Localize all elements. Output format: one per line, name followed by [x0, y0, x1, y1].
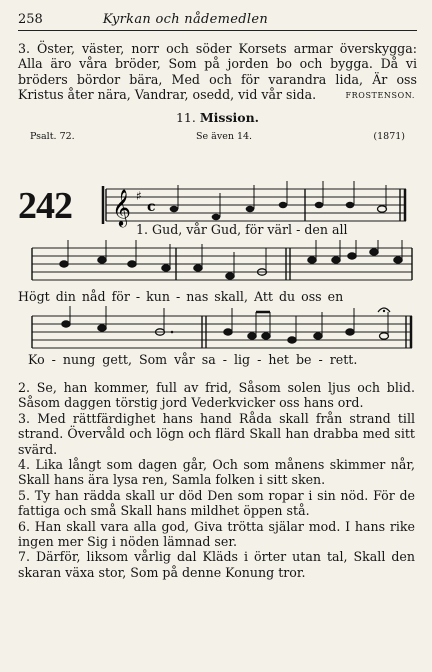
running-head: Kyrkan och nådemedlen	[102, 12, 269, 27]
music-staff-2	[30, 240, 416, 288]
hymn-meta	[18, 131, 417, 142]
hymn-year: (1871)	[373, 130, 405, 142]
page-number: 258	[18, 12, 43, 27]
music-staff-3	[30, 306, 416, 356]
stanza-3: 3. Med rättfärdighet hans hand Råda skall från strand till strand. Övervåld och lögn och flärd Skall han drabba med sitt svärd.	[18, 410, 415, 457]
stanza-4: 4. Lika långt som dagen går, Och som månens skimmer når, Skall hans ära lysa ren, Samla folken i sitt sken.	[18, 457, 415, 488]
page-header	[18, 12, 417, 31]
stanza-2: 2. Se, han kommer, full av frid, Såsom solen ljus och blid. Såsom daggen törstig jord Vederkvicker oss hans ord.	[18, 380, 415, 411]
psalm-reference: Psalt. 72.	[30, 130, 75, 142]
lyric-line-2: Högt din nåd för - kun - nas skall, Att du oss en	[18, 289, 344, 304]
previous-hymn-verse-3: 3. Öster, väster, norr och söder Korsets armar överskygga: Alla äro våra bröder, Som på jorden bo och bygga. Då vi bröders bördor bära, Med och för varandra lida, Är oss Kristus åter nära, Vandrar, osedd, vid vår sida.	[18, 41, 417, 103]
fermata-icon	[378, 308, 390, 312]
sharp-key-signature-icon: ♯	[136, 189, 142, 203]
section-name: Mission.	[199, 109, 260, 125]
stanza-5: 5. Ty han rädda skall ur död Den som ropar i sin nöd. För de fattiga och små Skall hans mildhet öppen stå.	[18, 487, 415, 519]
stanza-7: 7. Därför, liksom vårlig dal Kläds i örter utan tal, Skall den skaran växa stor, Som på denne Konung tror.	[18, 549, 415, 580]
author-credit: FROSTENSON.	[345, 90, 415, 100]
stanza-6: 6. Han skall vara alla god, Giva trötta själar mod. I hans rike ingen mer Sig i nöden lämnad ser.	[18, 518, 415, 550]
common-time-icon: c	[147, 199, 156, 215]
treble-clef-icon: 𝄞	[112, 188, 131, 226]
lyric-line-1: 1. Gud, vår Gud, för värl - den all	[136, 222, 348, 237]
see-also-reference: Se även 14.	[196, 130, 253, 142]
hymn-stanzas	[18, 380, 415, 580]
section-title	[18, 110, 417, 125]
hymn-number: 242	[18, 185, 72, 227]
lyric-line-3: Ko - nung gett, Som vår sa - lig - het be - rett.	[28, 352, 358, 367]
section-number: 11.	[175, 109, 196, 125]
